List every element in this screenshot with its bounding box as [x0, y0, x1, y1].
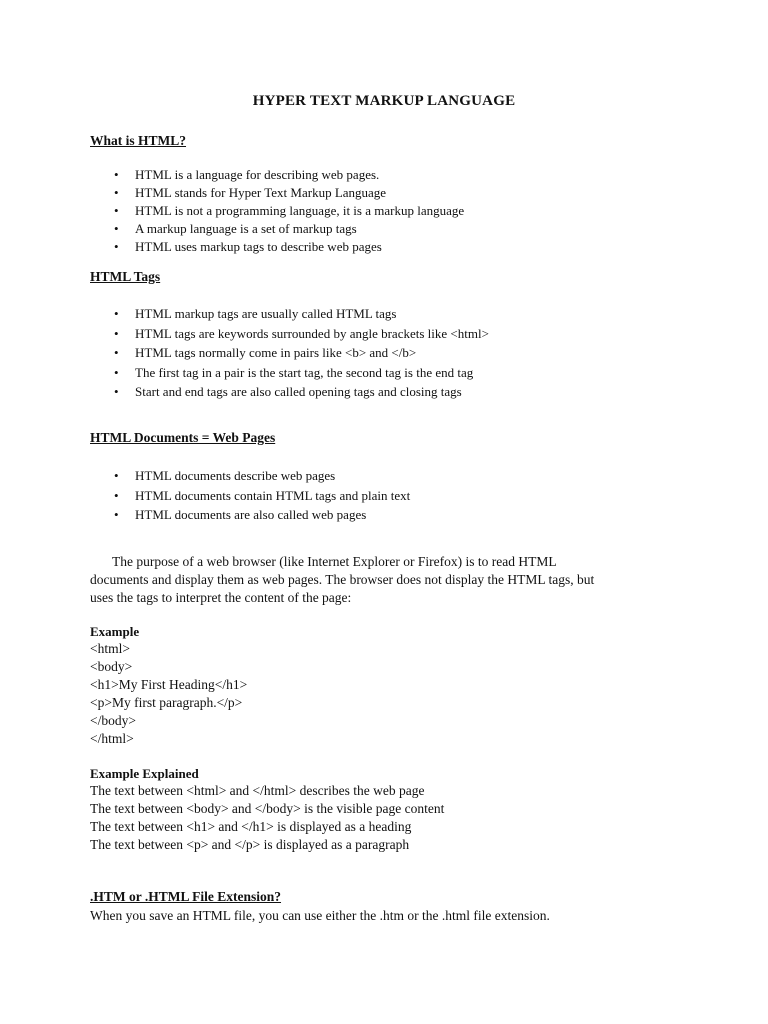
bullet-icon: • — [114, 364, 119, 380]
explanation-line: The text between <body> and </body> is the visible page content — [90, 801, 445, 816]
bullet-icon: • — [114, 384, 119, 399]
paragraph-line: documents and display them as web pages. The browser does not display the HTML tags, but — [90, 572, 595, 587]
code-line: </html> — [90, 731, 134, 746]
list-item: • The first tag in a pair is the start tag, the second tag is the end tag — [90, 363, 489, 383]
list-item: • HTML uses markup tags to describe web pages — [114, 239, 382, 254]
paragraph-line: uses the tags to interpret the content of the page: — [90, 590, 352, 605]
explanation-line: The text between <h1> and </h1> is displayed as a heading — [90, 819, 412, 834]
list-item: • HTML markup tags are usually called HTML tags — [90, 304, 489, 324]
list-item: • HTML is not a programming language, it is a markup language — [114, 203, 465, 218]
section-heading-file-extension: .HTM or .HTML File Extension? — [90, 889, 282, 904]
bullet-icon: • — [114, 306, 119, 321]
explanation-line: The text between <html> and </html> describes the web page — [90, 783, 425, 798]
example-code-block — [90, 640, 247, 748]
file-extension-text: When you save an HTML file, you can use either the .htm or the .html file extension. — [90, 908, 550, 923]
list-item: • HTML documents describe web pages — [90, 466, 410, 486]
list-item: • HTML is a language for describing web pages. — [114, 167, 380, 182]
bullet-icon: • — [114, 185, 119, 200]
example-explained-label: Example Explained — [90, 766, 199, 781]
explanation-line: The text between <p> and </p> is displayed as a paragraph — [90, 837, 410, 852]
page-title: HYPER TEXT MARKUP LANGUAGE — [252, 93, 516, 109]
list-item: • HTML stands for Hyper Text Markup Language — [114, 185, 387, 200]
section-heading-html-tags: HTML Tags — [90, 269, 161, 284]
section-heading-what-is-html: What is HTML? — [90, 133, 187, 148]
code-line: <p>My first paragraph.</p> — [90, 695, 243, 710]
list-item: • A markup language is a set of markup tags — [114, 221, 357, 236]
section-heading-html-documents: HTML Documents = Web Pages — [90, 430, 276, 445]
paragraph-line: The purpose of a web browser (like Internet Explorer or Firefox) is to read HTML — [112, 554, 557, 569]
list-item: • HTML tags are keywords surrounded by angle brackets like <html> — [90, 324, 489, 344]
bullet-icon: • — [114, 167, 119, 182]
bullet-list-what-is-html — [90, 166, 464, 256]
code-line: <html> — [90, 641, 130, 656]
bullet-list-html-documents — [90, 466, 410, 525]
code-line: <body> — [90, 659, 133, 674]
bullet-list-html-tags — [90, 304, 489, 402]
bullet-icon: • — [114, 325, 119, 341]
code-line: <h1>My First Heading</h1> — [90, 677, 248, 692]
bullet-icon: • — [114, 221, 119, 236]
example-label: Example — [90, 624, 140, 639]
bullet-icon: • — [114, 507, 119, 522]
list-item: • Start and end tags are also called opening tags and closing tags — [90, 382, 489, 402]
list-item: • HTML documents are also called web pages — [90, 505, 410, 525]
browser-paragraph — [90, 553, 670, 607]
example-explained-lines — [90, 782, 444, 854]
bullet-icon: • — [114, 239, 119, 254]
list-item: • HTML documents contain HTML tags and plain text — [90, 486, 410, 506]
list-item: • HTML tags normally come in pairs like <b> and </b> — [90, 343, 489, 363]
code-line: </body> — [90, 713, 136, 728]
bullet-icon: • — [114, 345, 119, 360]
bullet-icon: • — [114, 487, 119, 503]
bullet-icon: • — [114, 203, 119, 218]
bullet-icon: • — [114, 468, 119, 483]
